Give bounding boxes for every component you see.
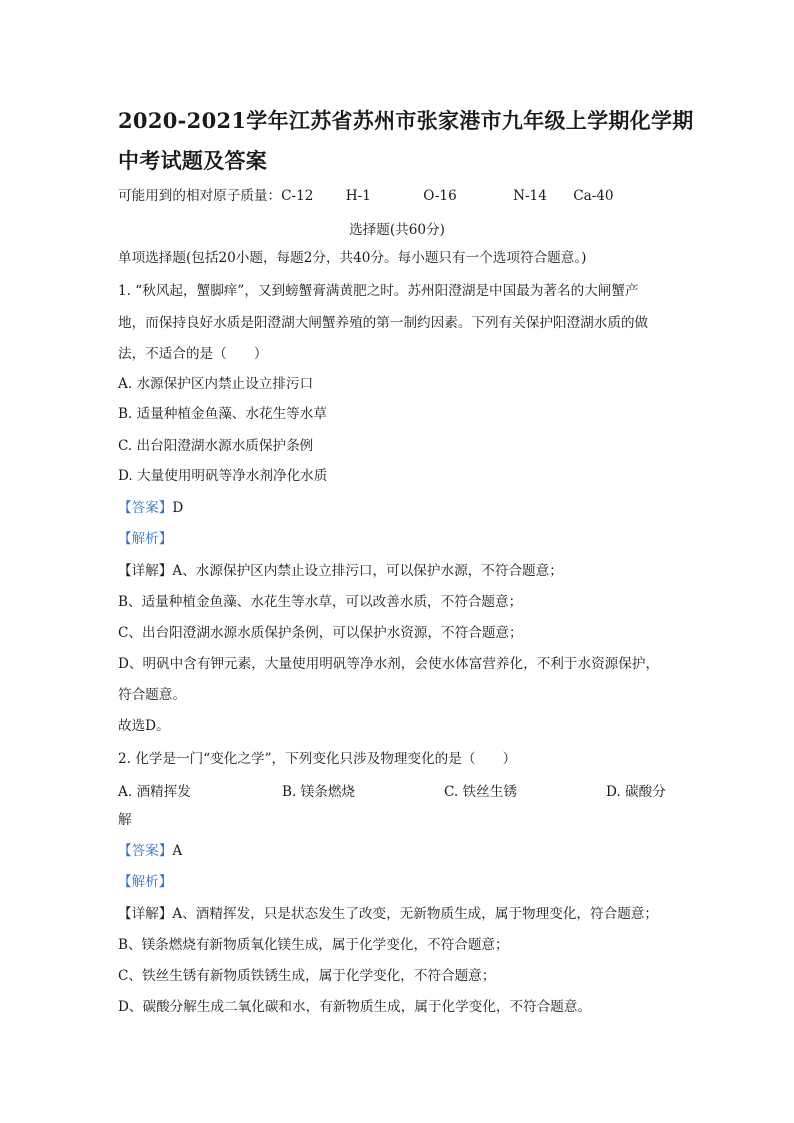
q2-answer-value: A (172, 843, 183, 859)
q1-stem-line-1: 1. “秋风起，蟹脚痒”，又到螃蟹膏满黄肥之时。苏州阳澄湖是中国最为著名的大闸蟹产 (118, 283, 639, 299)
q1-option-c: C. 出台阳澄湖水源水质保护条例 (118, 438, 314, 454)
q1-detail-line-2: B、适量种植金鱼藻、水花生等水草，可以改善水质，不符合题意； (118, 594, 523, 610)
q2-detail-line-4: D、碳酸分解生成二氧化碳和水，有新物质生成，属于化学变化，不符合题意。 (118, 999, 592, 1015)
q1-detail-tag: 【详解】 (118, 563, 173, 579)
atomic-mass-o: O-16 (423, 188, 457, 204)
atomic-mass-ca: Ca-40 (573, 188, 614, 204)
atomic-mass-c: C-12 (281, 188, 314, 204)
q1-answer-value: D (172, 500, 184, 516)
q2-option-d: D. 碳酸分 (606, 784, 666, 800)
section-title: 选择题(共60分) (349, 222, 445, 238)
q2-detail-line-1 (118, 905, 658, 923)
q2-stem: 2. 化学是一门“变化之学”，下列变化只涉及物理变化的是（ ） (118, 751, 517, 767)
q2-option-c: C. 铁丝生锈 (444, 784, 517, 800)
q1-stem-line-2: 地，而保持良好水质是阳澄湖大闸蟹养殖的第一制约因素。下列有关保护阳澄湖水质的做 (118, 315, 649, 331)
q1-detail-line-3: C、出台阳澄湖水源水质保护条例，可以保护水资源，不符合题意； (118, 625, 523, 641)
document-title-line-2: 中考试题及答案 (118, 148, 268, 173)
q1-detail-line-4: D、明矾中含有钾元素，大量使用明矾等净水剂，会使水体富营养化，不利于水资源保护， (118, 656, 660, 672)
atomic-masses-line (118, 187, 614, 205)
q2-detail-line-3: C、铁丝生锈有新物质铁锈生成，属于化学变化，不符合题意； (118, 968, 496, 984)
q2-option-d-wrap: 解 (118, 812, 132, 828)
q1-option-a: A. 水源保护区内禁止设立排污口 (118, 376, 314, 392)
q1-detail-text-a: A、水源保护区内禁止设立排污口，可以保护水源，不符合题意； (172, 563, 563, 579)
q2-detail-text-a: A、酒精挥发，只是状态发生了改变，无新物质生成，属于物理变化，符合题意； (172, 906, 658, 922)
q1-option-b: B. 适量种植金鱼藻、水花生等水草 (118, 406, 327, 422)
q1-conclusion: 故选D。 (118, 718, 170, 734)
q2-option-b: B. 镁条燃烧 (282, 784, 356, 800)
document-title-line-1: 2020-2021学年江苏省苏州市张家港市九年级上学期化学期 (118, 108, 694, 133)
q2-analysis-tag: 【解析】 (118, 874, 173, 890)
q1-answer-tag: 【答案】 (118, 500, 173, 516)
q1-analysis-tag: 【解析】 (118, 531, 173, 547)
q1-detail-line-5: 符合题意。 (118, 687, 186, 703)
atomic-mass-n: N-14 (513, 188, 547, 204)
atomic-mass-h: H-1 (345, 188, 371, 204)
atomic-masses-label: 可能用到的相对原子质量： (118, 188, 282, 204)
section-instructions: 单项选择题(包括20小题，每题2分，共40分。每小题只有一个选项符合题意。) (118, 250, 587, 266)
q2-answer-tag: 【答案】 (118, 843, 173, 859)
q2-answer (118, 842, 182, 860)
q2-detail-line-2: B、镁条燃烧有新物质氧化镁生成，属于化学变化，不符合题意； (118, 937, 509, 953)
q2-detail-tag: 【详解】 (118, 906, 173, 922)
q1-option-d: D. 大量使用明矾等净水剂净化水质 (118, 468, 328, 484)
q1-stem-line-3: 法，不适合的是（ ） (118, 346, 268, 362)
q1-answer (118, 499, 183, 517)
q1-detail-line-1 (118, 562, 563, 580)
q2-option-a: A. 酒精挥发 (118, 784, 191, 800)
